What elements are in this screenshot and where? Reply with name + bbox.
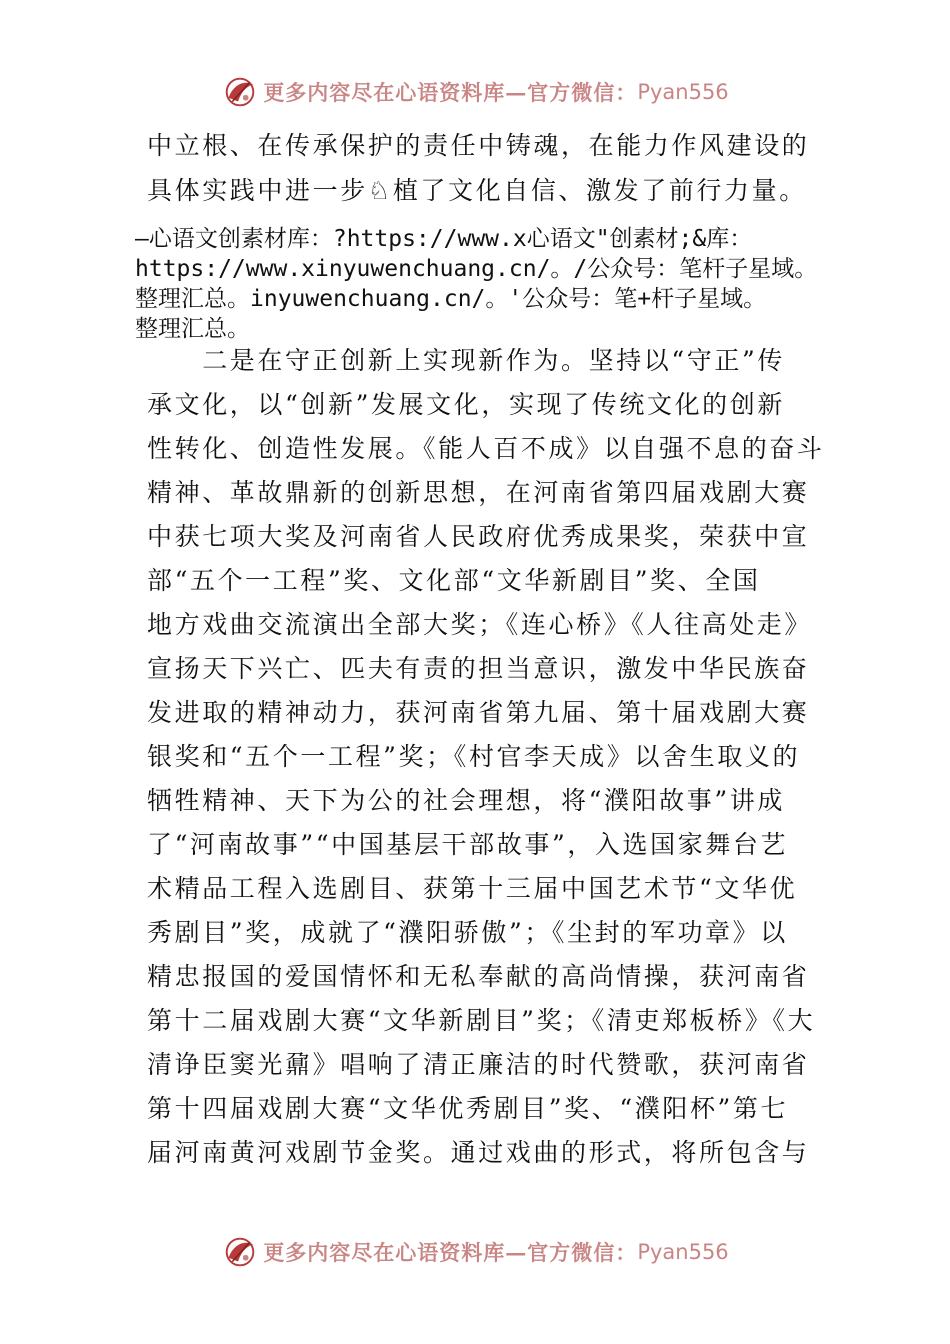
banner-text: 更多内容尽在心语资料库—官方微信： — [263, 1240, 638, 1265]
banner-wechat-id: Pyan556 — [637, 1240, 729, 1264]
brand-logo-icon — [221, 1233, 259, 1271]
paragraph-line: 术精品工程入选剧目、获第十三届中国艺术节“文华优 — [147, 874, 798, 903]
text-line: 具体实践中进一步♘植了文化自信、激发了前行力量。 — [147, 176, 807, 205]
header-banner — [0, 70, 950, 114]
brand-logo-icon — [221, 73, 259, 111]
watermark-line: 整理汇总。 — [135, 316, 250, 342]
paragraph-line: 发进取的精神动力，获河南省第九届、第十届戏剧大赛 — [147, 698, 810, 727]
watermark-line: 整理汇总。inyuwenchuang.cn/。'公众号：笔+杆子星域。 — [135, 286, 767, 312]
paragraph-line: 精神、革故鼎新的创新思想，在河南省第四届戏剧大赛 — [147, 478, 810, 507]
paragraph-line: 宣扬天下兴亡、匹夫有责的担当意识，激发中华民族奋 — [147, 654, 810, 683]
paragraph-line: 第十四届戏剧大赛“文华优秀剧目”奖、“濮阳杯”第七 — [147, 1094, 789, 1123]
paragraph-line: 中获七项大奖及河南省人民政府优秀成果奖，荣获中宣 — [147, 522, 810, 551]
paragraph-line: 承文化，以“创新”发展文化，实现了传统文化的创新 — [147, 390, 785, 419]
paragraph-line: 地方戏曲交流演出全部大奖；《连心桥》《人往高处走》 — [147, 610, 813, 639]
text-line: 中立根、在传承保护的责任中铸魂，在能力作风建设的 — [147, 131, 810, 160]
paragraph-line: 部“五个一工程”奖、文化部“文华新剧目”奖、全国 — [147, 566, 761, 595]
watermark-line: https://www.xinyuwenchuang.cn/。/公众号：笔杆子星域。 — [135, 256, 818, 282]
paragraph-line: 了“河南故事”“中国基层干部故事”，入选国家舞台艺 — [147, 830, 789, 859]
paragraph-line: 牺牲精神、天下为公的社会理想，将“濮阳故事”讲成 — [147, 786, 785, 815]
watermark-line: —心语文创素材库：?https://www.x心语文"创素材;&库： — [135, 226, 753, 252]
paragraph-line: 二是在守正创新上实现新作为。坚持以“守正”传 — [147, 346, 785, 375]
paragraph-line: 秀剧目”奖，成就了“濮阳骄傲”；《尘封的军功章》以 — [147, 918, 788, 947]
paragraph-line: 银奖和“五个一工程”奖；《村官李天成》以舍生取义的 — [147, 742, 801, 771]
footer-banner — [0, 1230, 950, 1274]
banner-text: 更多内容尽在心语资料库—官方微信： — [263, 80, 638, 105]
paragraph-line: 精忠报国的爱国情怀和无私奉献的高尚情操，获河南省 — [147, 962, 810, 991]
banner-wechat-id: Pyan556 — [637, 80, 729, 104]
paragraph-line: 性转化、创造性发展。《能人百不成》以自强不息的奋斗 — [147, 434, 825, 463]
paragraph-line: 清诤臣窦光鼐》唱响了清正廉洁的时代赞歌，获河南省 — [147, 1050, 810, 1079]
paragraph-line: 届河南黄河戏剧节金奖。通过戏曲的形式，将所包含与 — [147, 1138, 810, 1167]
paragraph-line: 第十二届戏剧大赛“文华新剧目”奖；《清吏郑板桥》《大 — [147, 1006, 816, 1035]
